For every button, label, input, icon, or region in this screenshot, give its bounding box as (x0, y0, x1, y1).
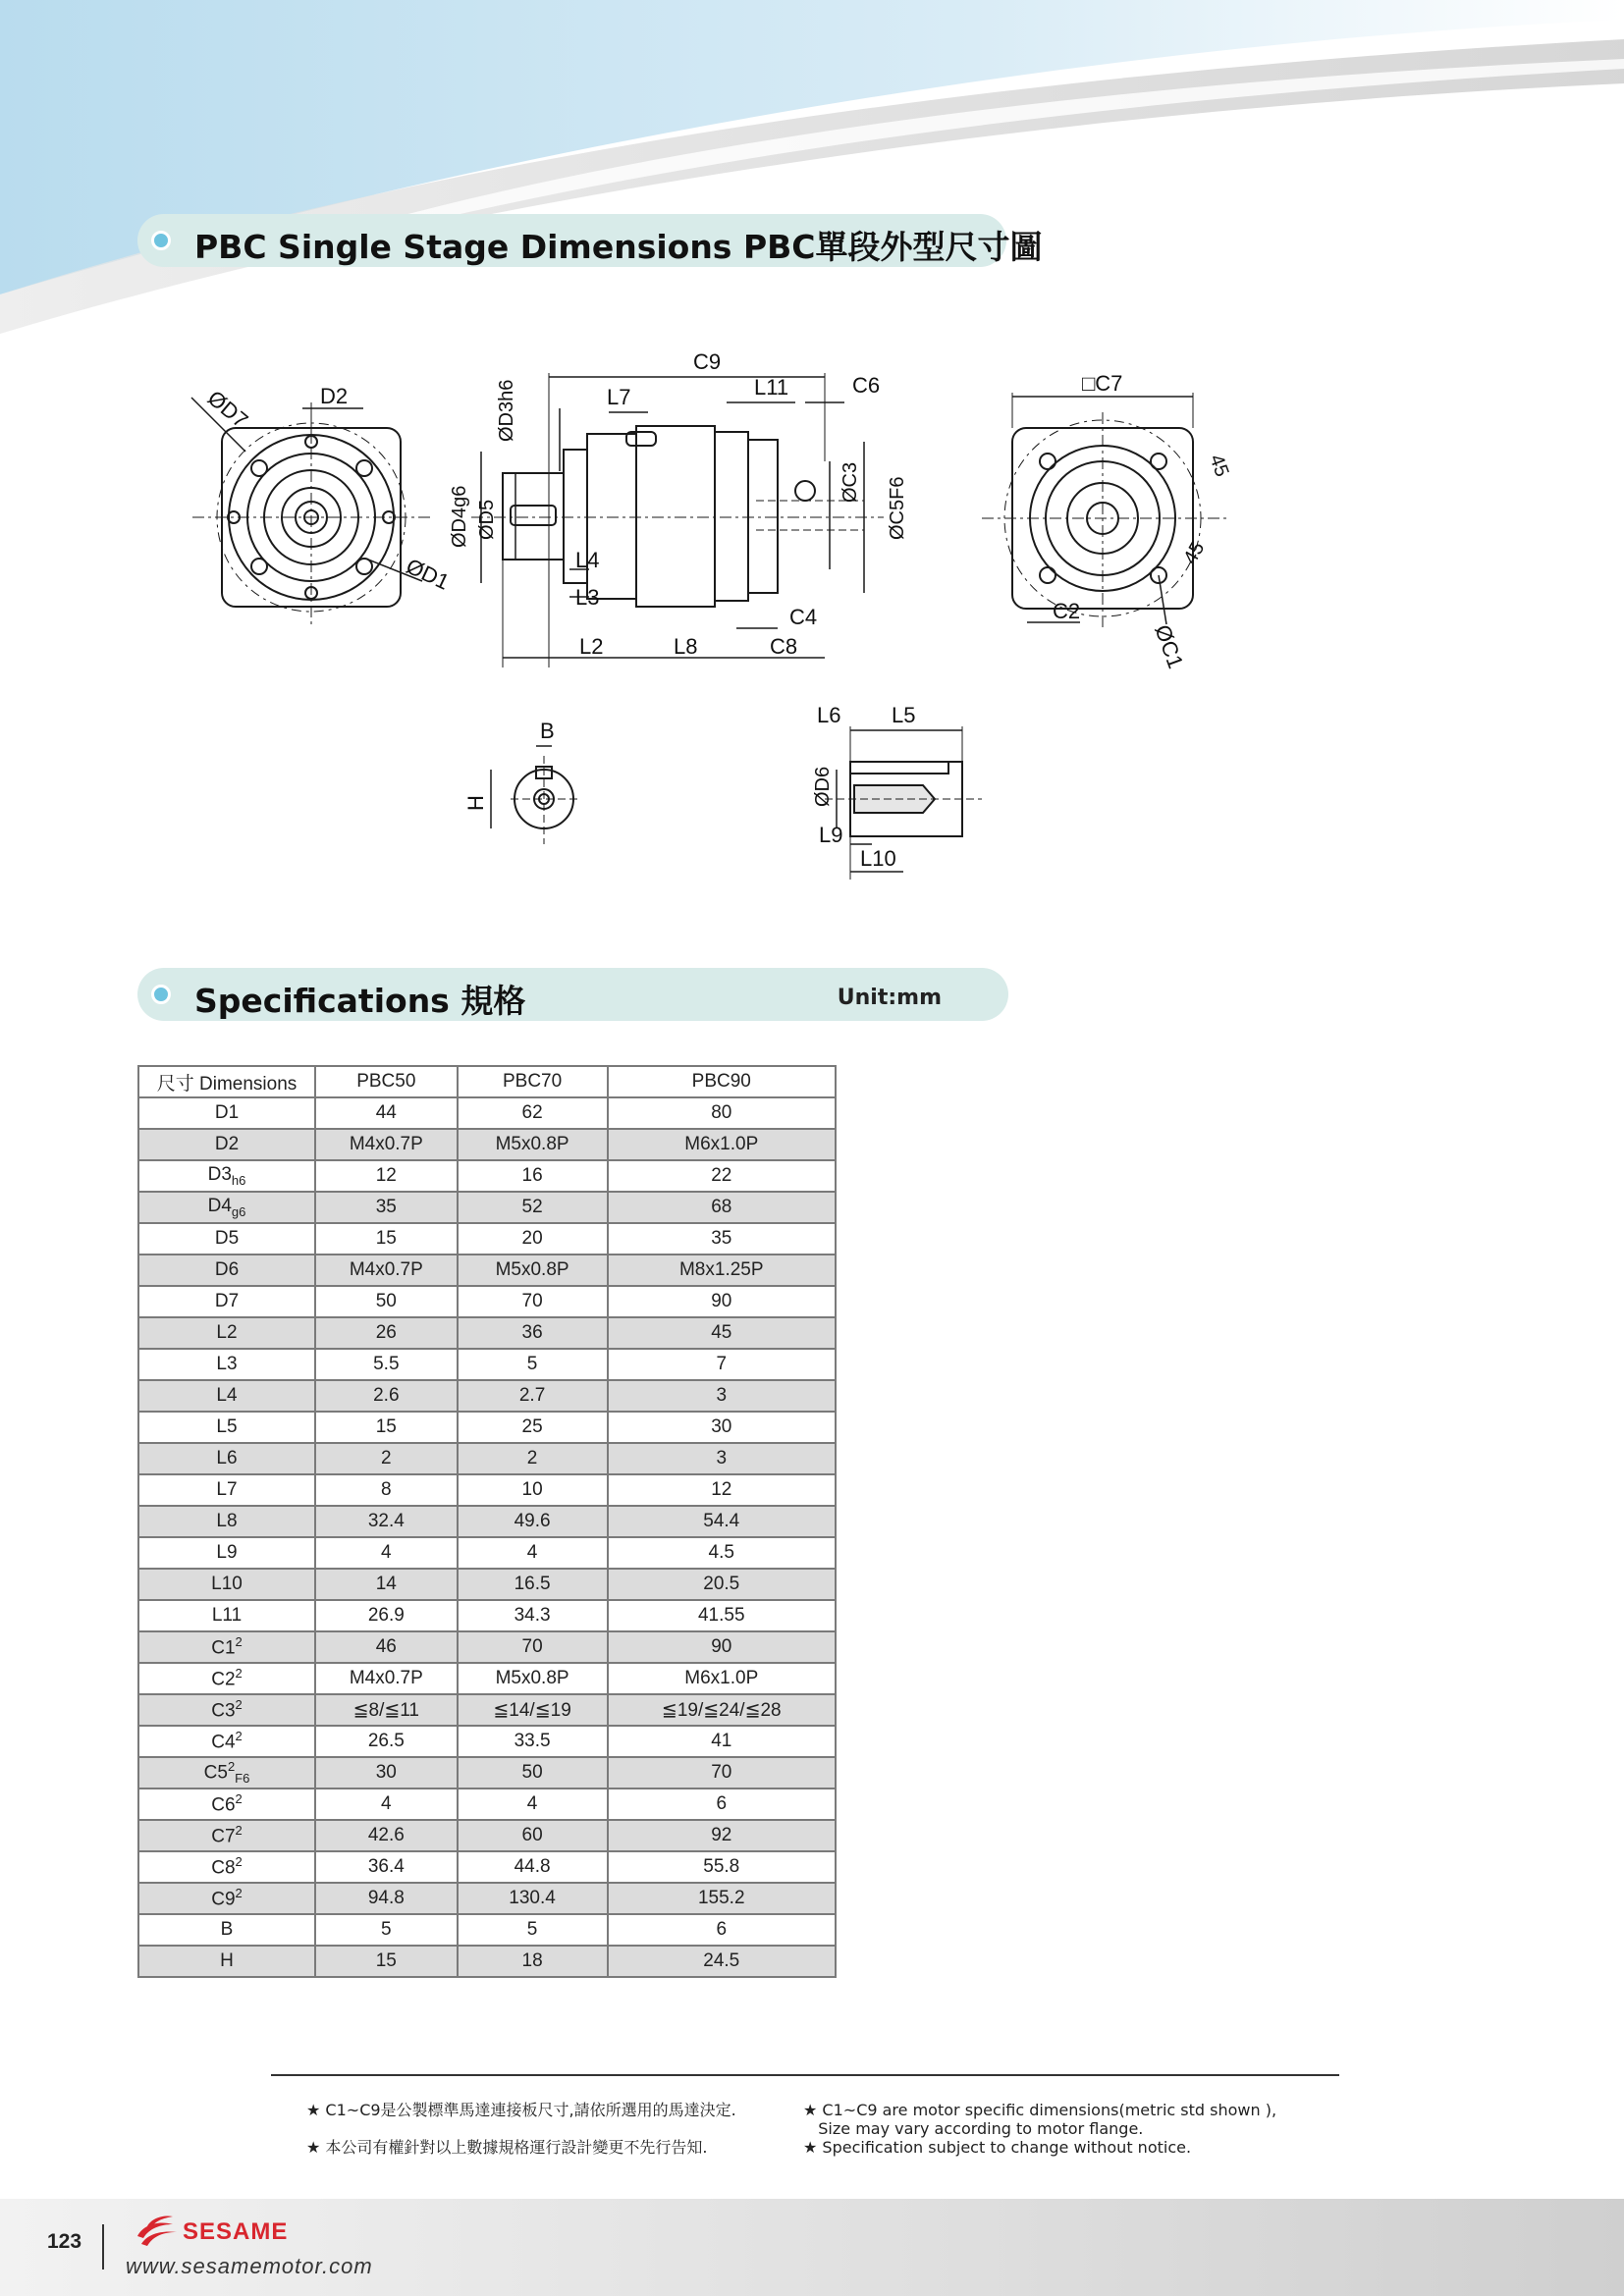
dimension-cell: L9 (138, 1537, 315, 1569)
value-cell: M6x1.0P (608, 1663, 836, 1694)
value-cell: 8 (315, 1474, 458, 1506)
label-c4: C4 (789, 605, 818, 629)
value-cell: M5x0.8P (458, 1255, 608, 1286)
output-shaft-outline (503, 473, 564, 560)
dimension-cell: L5 (138, 1412, 315, 1443)
label-l5: L5 (892, 703, 916, 727)
value-cell: 70 (608, 1757, 836, 1789)
value-cell: 92 (608, 1820, 836, 1851)
label-l6: L6 (817, 703, 841, 727)
table-row (138, 1600, 836, 1631)
value-cell: 30 (608, 1412, 836, 1443)
label-l2: L2 (579, 634, 604, 659)
value-cell: 54.4 (608, 1506, 836, 1537)
value-cell: 2 (315, 1443, 458, 1474)
dimension-cell: $C3^2$ (138, 1694, 315, 1726)
value-cell: 5 (458, 1914, 608, 1946)
value-cell: 5 (458, 1349, 608, 1380)
value-cell: 25 (458, 1412, 608, 1443)
column-header: 尺寸 Dimensions (138, 1066, 315, 1097)
value-cell: 90 (608, 1631, 836, 1663)
table-row (138, 1914, 836, 1946)
note-zh-1: ★ C1~C9是公製標準馬達連接板尺寸,請依所選用的馬達決定. (306, 2101, 736, 2119)
value-cell: M5x0.8P (458, 1663, 608, 1694)
label-l3: L3 (575, 585, 600, 610)
value-cell: 90 (608, 1286, 836, 1317)
value-cell: 44.8 (458, 1851, 608, 1883)
page-number: 123 (47, 2230, 82, 2253)
label-c8: C8 (770, 634, 798, 659)
value-cell: 24.5 (608, 1946, 836, 1977)
value-cell: 4 (458, 1789, 608, 1820)
label-l10: L10 (860, 846, 896, 871)
label-c2: C2 (1053, 599, 1081, 623)
dimension-cell: $C7^2$ (138, 1820, 315, 1851)
dimension-cell: $C1^2$ (138, 1631, 315, 1663)
value-cell: ≦19/≦24/≦28 (608, 1694, 836, 1726)
value-cell: 50 (315, 1286, 458, 1317)
dimension-cell: D6 (138, 1255, 315, 1286)
table-row (138, 1129, 836, 1160)
label-c9: C9 (693, 349, 722, 374)
value-cell: 2.7 (458, 1380, 608, 1412)
bullet-dot-icon (151, 985, 171, 1004)
value-cell: M6x1.0P (608, 1129, 836, 1160)
value-cell: 4 (458, 1537, 608, 1569)
table-row (138, 1286, 836, 1317)
table-row (138, 1883, 836, 1914)
value-cell: 3 (608, 1380, 836, 1412)
label-h: H (463, 795, 488, 811)
value-cell: 45 (608, 1317, 836, 1349)
notes-divider (271, 2074, 1339, 2076)
note-en-1: ★ C1~C9 are motor specific dimensions(metric std shown ), Size may vary according to motor flange. (803, 2101, 1277, 2138)
table-row (138, 1851, 836, 1883)
value-cell: 5 (315, 1914, 458, 1946)
value-cell: 32.4 (315, 1506, 458, 1537)
table-row (138, 1097, 836, 1129)
dimension-cell: D5 (138, 1223, 315, 1255)
value-cell: 155.2 (608, 1883, 836, 1914)
table-header-row (138, 1066, 836, 1097)
value-cell: 10 (458, 1474, 608, 1506)
column-header: PBC50 (315, 1066, 458, 1097)
table-row (138, 1726, 836, 1757)
label-c1: ØC1 (1150, 621, 1189, 672)
value-cell: 22 (608, 1160, 836, 1192)
label-d3: ØD3h6 (496, 379, 517, 442)
dimension-cell: D1 (138, 1097, 315, 1129)
label-c3: ØC3 (839, 461, 861, 503)
header-wave-decoration (0, 0, 1624, 334)
table-row (138, 1820, 836, 1851)
section-title: PBC Single Stage Dimensions PBC單段外型尺寸圖 (194, 228, 1043, 266)
dimension-cell: L10 (138, 1569, 315, 1600)
label-d7: ØD7 (202, 385, 253, 433)
table-row (138, 1192, 836, 1223)
label-l9: L9 (819, 823, 843, 847)
table-row (138, 1537, 836, 1569)
value-cell: 26.9 (315, 1600, 458, 1631)
dimension-cell: L4 (138, 1380, 315, 1412)
value-cell: 60 (458, 1820, 608, 1851)
label-l11: L11 (754, 375, 789, 400)
table-row (138, 1443, 836, 1474)
unit-label: Unit:mm (837, 986, 942, 1010)
value-cell: 26.5 (315, 1726, 458, 1757)
table-row (138, 1223, 836, 1255)
value-cell: M4x0.7P (315, 1129, 458, 1160)
value-cell: 4.5 (608, 1537, 836, 1569)
label-d4: ØD4g6 (449, 485, 470, 548)
table-row (138, 1694, 836, 1726)
note-en-2: ★ Specification subject to change without notice. (803, 2138, 1192, 2157)
label-l4: L4 (575, 548, 600, 572)
dimension-cell: $C6^2$ (138, 1789, 315, 1820)
value-cell: 16.5 (458, 1569, 608, 1600)
value-cell: 4 (315, 1537, 458, 1569)
label-45a: 45 (1205, 452, 1233, 480)
value-cell: 16 (458, 1160, 608, 1192)
dimension-cell: $C5^2_{F6}$ (138, 1757, 315, 1789)
value-cell: 2 (458, 1443, 608, 1474)
footer-divider (102, 2224, 104, 2269)
table-row (138, 1474, 836, 1506)
table-row (138, 1255, 836, 1286)
sesame-logo-icon (134, 2211, 181, 2250)
value-cell: 12 (608, 1474, 836, 1506)
dimension-cell: H (138, 1946, 315, 1977)
bullet-dot-icon (151, 231, 171, 250)
dimension-cell: $C9^2$ (138, 1883, 315, 1914)
value-cell: 62 (458, 1097, 608, 1129)
value-cell: 70 (458, 1286, 608, 1317)
value-cell: 20 (458, 1223, 608, 1255)
value-cell: M4x0.7P (315, 1663, 458, 1694)
value-cell: 55.8 (608, 1851, 836, 1883)
column-header: PBC90 (608, 1066, 836, 1097)
value-cell: 5.5 (315, 1349, 458, 1380)
dimension-cell: L7 (138, 1474, 315, 1506)
dimension-cell: L6 (138, 1443, 315, 1474)
value-cell: 30 (315, 1757, 458, 1789)
dimension-cell: L8 (138, 1506, 315, 1537)
table-row (138, 1631, 836, 1663)
value-cell: 41 (608, 1726, 836, 1757)
dimension-cell: $C8^2$ (138, 1851, 315, 1883)
value-cell: 15 (315, 1946, 458, 1977)
value-cell: 49.6 (458, 1506, 608, 1537)
label-b: B (540, 719, 555, 743)
value-cell: 94.8 (315, 1883, 458, 1914)
value-cell: 34.3 (458, 1600, 608, 1631)
label-d6: ØD6 (812, 766, 834, 807)
value-cell: 6 (608, 1914, 836, 1946)
value-cell: 70 (458, 1631, 608, 1663)
value-cell: 2.6 (315, 1380, 458, 1412)
label-d5: ØD5 (476, 499, 498, 540)
value-cell: 130.4 (458, 1883, 608, 1914)
table-row (138, 1946, 836, 1977)
value-cell: 18 (458, 1946, 608, 1977)
value-cell: 3 (608, 1443, 836, 1474)
value-cell: 26 (315, 1317, 458, 1349)
brand-name: SESAME (183, 2218, 289, 2245)
table-row (138, 1506, 836, 1537)
value-cell: M4x0.7P (315, 1255, 458, 1286)
dimension-cell: $D3_{h6}$ (138, 1160, 315, 1192)
label-c7: □C7 (1082, 371, 1123, 396)
label-45b: 45 (1179, 538, 1210, 568)
column-header: PBC70 (458, 1066, 608, 1097)
dimension-cell: D7 (138, 1286, 315, 1317)
value-cell: 52 (458, 1192, 608, 1223)
table-row (138, 1412, 836, 1443)
value-cell: 68 (608, 1192, 836, 1223)
table-row (138, 1380, 836, 1412)
value-cell: 33.5 (458, 1726, 608, 1757)
value-cell: 41.55 (608, 1600, 836, 1631)
table-row (138, 1757, 836, 1789)
label-d2: D2 (320, 384, 349, 408)
section-title: Specifications 規格 (194, 982, 526, 1020)
label-c5: ØC5F6 (887, 476, 908, 540)
dimension-cell: $C2^2$ (138, 1663, 315, 1694)
value-cell: 50 (458, 1757, 608, 1789)
website-url[interactable]: www.sesamemotor.com (126, 2254, 373, 2278)
value-cell: 80 (608, 1097, 836, 1129)
value-cell: 15 (315, 1223, 458, 1255)
table-row (138, 1349, 836, 1380)
value-cell: ≦8/≦11 (315, 1694, 458, 1726)
dimension-cell: L2 (138, 1317, 315, 1349)
label-c6: C6 (852, 373, 881, 398)
value-cell: 35 (608, 1223, 836, 1255)
value-cell: M5x0.8P (458, 1129, 608, 1160)
table-row (138, 1569, 836, 1600)
value-cell: 35 (315, 1192, 458, 1223)
value-cell: 15 (315, 1412, 458, 1443)
value-cell: M8x1.25P (608, 1255, 836, 1286)
value-cell: 46 (315, 1631, 458, 1663)
section-header-dimensions (137, 214, 1043, 267)
dimension-cell: $C4^2$ (138, 1726, 315, 1757)
value-cell: 36 (458, 1317, 608, 1349)
label-l8: L8 (674, 634, 698, 659)
section-header-specifications (137, 968, 1008, 1021)
value-cell: 20.5 (608, 1569, 836, 1600)
dimension-cell: B (138, 1914, 315, 1946)
label-l7: L7 (607, 385, 631, 409)
value-cell: 44 (315, 1097, 458, 1129)
value-cell: 4 (315, 1789, 458, 1820)
table-row (138, 1789, 836, 1820)
dimension-cell: D2 (138, 1129, 315, 1160)
value-cell: 42.6 (315, 1820, 458, 1851)
value-cell: 14 (315, 1569, 458, 1600)
dimension-cell: L11 (138, 1600, 315, 1631)
table-row (138, 1160, 836, 1192)
value-cell: 36.4 (315, 1851, 458, 1883)
page-footer (0, 2199, 1624, 2296)
value-cell: 6 (608, 1789, 836, 1820)
table-row (138, 1317, 836, 1349)
dimension-cell: $D4_{g6}$ (138, 1192, 315, 1223)
value-cell: 7 (608, 1349, 836, 1380)
dimension-cell: L3 (138, 1349, 315, 1380)
label-d1: ØD1 (402, 553, 454, 595)
value-cell: ≦14/≦19 (458, 1694, 608, 1726)
table-row (138, 1663, 836, 1694)
dimension-drawing (137, 334, 1237, 903)
note-zh-2: ★ 本公司有權針對以上數據規格運行設計變更不先行告知. (306, 2138, 708, 2157)
value-cell: 12 (315, 1160, 458, 1192)
specifications-table (137, 1065, 837, 1978)
